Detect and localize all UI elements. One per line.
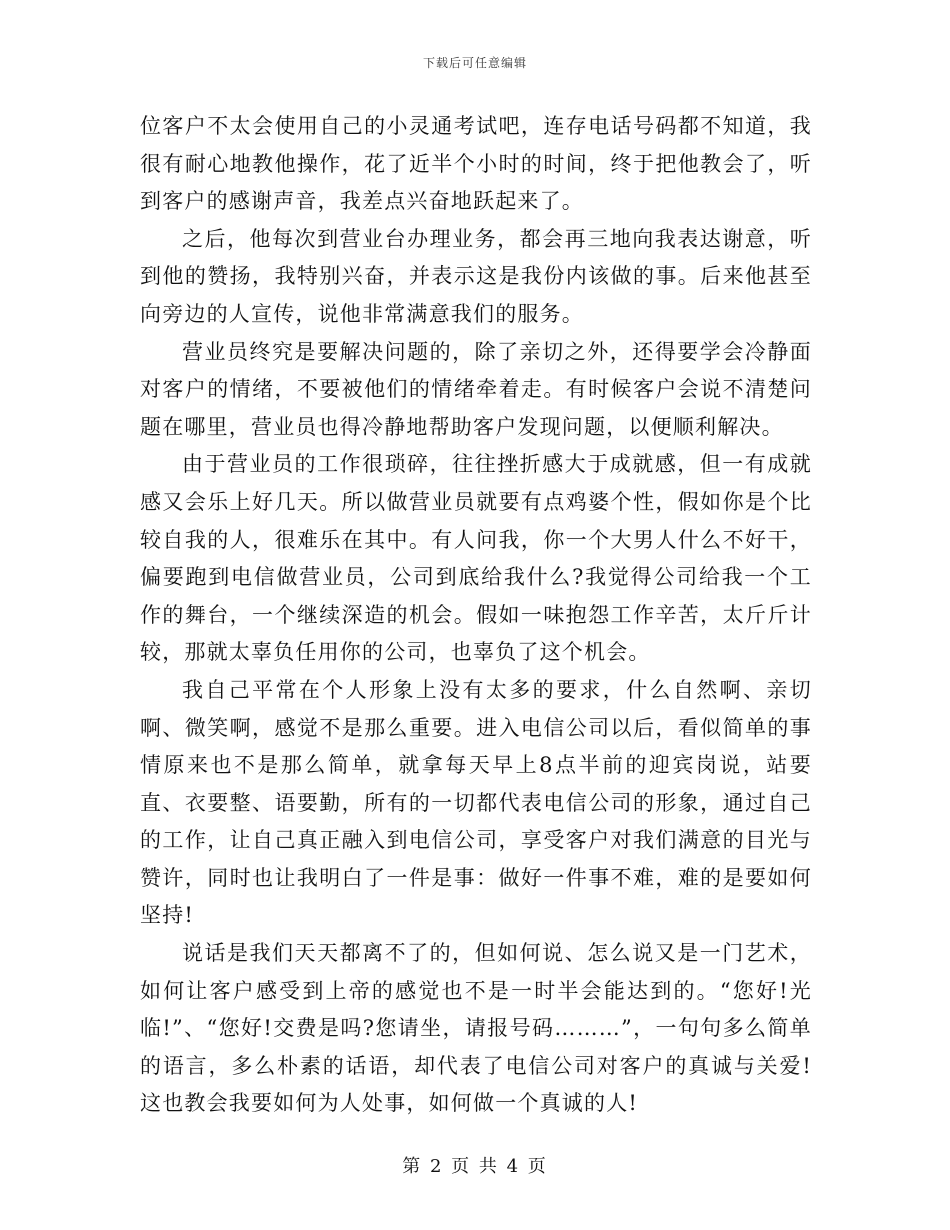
paragraph-3: 营业员终究是要解决问题的，除了亲切之外，还得要学会冷静面对客户的情绪，不要被他们的情绪牵着走。有时候客户会说不清楚问题在哪里，营业员也得冷静地帮助客户发现问题，以便顺利解决。 (140, 339, 812, 439)
document-body (140, 108, 812, 1123)
page-number-footer: 第 2 页 共 4 页 (402, 1156, 548, 1177)
page-header-note: 下载后可任意编辑 (422, 56, 527, 70)
paragraph-5: 我自己平常在个人形象上没有太多的要求，什么自然啊、亲切啊、微笑啊，感觉不是那么重要。进入电信公司以后，看似简单的事情原来也不是那么简单，就拿每天早上8点半前的迎宾岗说，站要直、衣要整、语要勤，所有的一切都代表电信公司的形象，通过自己的工作，让自己真正融入到电信公司，享受客户对我们满意的目光与赞许，同时也让我明白了一件是事：做好一件事不难，难的是要如何坚持! (140, 677, 812, 928)
paragraph-2: 之后，他每次到营业台办理业务，都会再三地向我表达谢意，听到他的赞扬，我特别兴奋，并表示这是我份内该做的事。后来他甚至向旁边的人宣传，说他非常满意我们的服务。 (140, 226, 812, 326)
paragraph-1: 位客户不太会使用自己的小灵通考试吧，连存电话号码都不知道，我很有耐心地教他操作，花了近半个小时的时间，终于把他教会了，听到客户的感谢声音，我差点兴奋地跃起来了。 (140, 114, 812, 214)
paragraph-6: 说话是我们天天都离不了的，但如何说、怎么说又是一门艺术，如何让客户感受到上帝的感觉也不是一时半会能达到的。“您好!光临!”、“您好!交费是吗?您请坐，请报号码………”，一句句多么简单的语言，多么朴素的话语，却代表了电信公司对客户的真诚与关爱!这也教会我要如何为人处事，如何做一个真诚的人! (140, 941, 812, 1116)
paragraph-4: 由于营业员的工作很琐碎，往往挫折感大于成就感，但一有成就感又会乐上好几天。所以做营业员就要有点鸡婆个性，假如你是个比较自我的人，很难乐在其中。有人问我，你一个大男人什么不好干，偏要跑到电信做营业员，公司到底给我什么?我觉得公司给我一个工作的舞台，一个继续深造的机会。假如一味抱怨工作辛苦，太斤斤计较，那就太辜负任用你的公司，也辜负了这个机会。 (140, 452, 812, 665)
